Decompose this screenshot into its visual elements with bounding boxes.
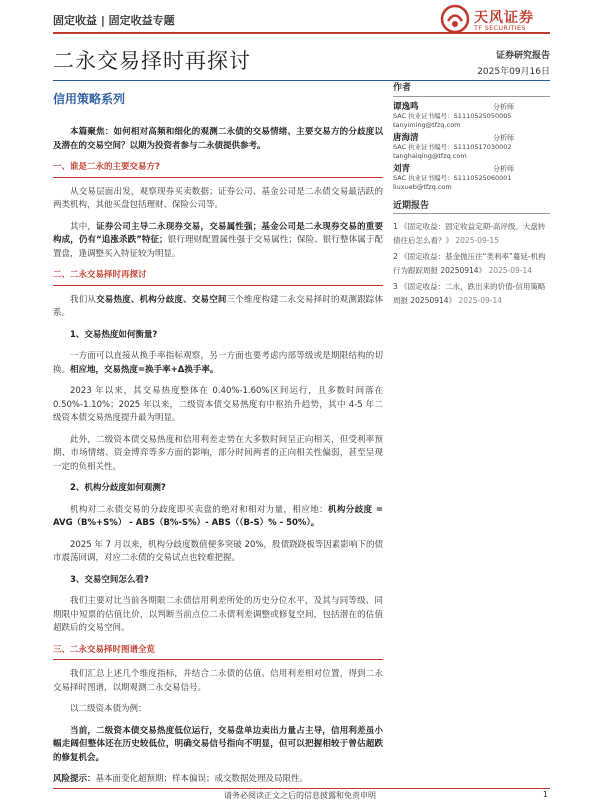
- author-email[interactable]: liuxueb@tfzq.com: [393, 183, 452, 191]
- text-run: 机构对二永债交易的分歧度即买卖盘的绝对和相对力量，相应地：: [70, 504, 329, 515]
- body-paragraph: 我们主要对比当前各期限二永债信用利差所处的历史分位水平，及其与同等级、同期限中短票的估值比价，以判断当前点位二永债利差调整或修复空间，包括潜在的估值超跌后的交易空间。: [53, 596, 383, 633]
- text-bold: 机构分歧度 = AVG（B%+S%） - ABS（B%-S%）- ABS（（B-S）% - 50%）。: [53, 504, 383, 528]
- author-card: [393, 165, 550, 192]
- logo-name: 天风证券: [474, 10, 534, 26]
- company-logo: [440, 4, 550, 34]
- text-run: 三个维度构建二永交易择时的观测跟踪体系。: [53, 294, 383, 318]
- summary-text: 如何相对高频和细化的观测二永债的交易情绪、主要交易方的分歧度以及潜在的交易空间？以期为投资者参与二永债提供参考。: [53, 127, 383, 151]
- report-date: 2025年09月16日: [477, 67, 550, 77]
- author-name: 谭逸鸣: [393, 102, 419, 112]
- recent-report-title[interactable]: 1 《固定收益：固定收益定期-高评级、大盘转债往后怎么看？》: [393, 222, 546, 245]
- header-divider: [53, 32, 550, 34]
- author-role: 分析师: [493, 134, 514, 142]
- recent-report-date: 2025-09-15: [455, 236, 499, 245]
- text-bold: 相应地，交易热度=换手率+Δ换手率。: [70, 364, 219, 375]
- footer-divider: [53, 788, 550, 789]
- section-underline: [53, 659, 383, 660]
- sidebar: [393, 80, 550, 310]
- sidebar-divider: [393, 96, 550, 97]
- series-label: 信用策略系列: [53, 92, 126, 106]
- section-underline: [53, 285, 383, 286]
- body-paragraph: 以二级资本债为例：: [70, 704, 147, 714]
- subsection-heading: 1、交易热度如何衡量?: [70, 329, 158, 340]
- section-heading: 一、谁是二永的主要交易方?: [53, 162, 160, 172]
- text-bold: 交易热度、机构分歧度、交易空间: [96, 294, 227, 305]
- body-paragraph: 2023 年以来，其交易热度整体在 0.40%-1.60%区间运行，且多数时间落在 0.50%-1.10%；2025 年以来，二级资本债交易热度有中枢抬升趋势，其中 4-5 年二级资本债交易热度提升最为明显。: [53, 386, 383, 423]
- author-sac: SAC 执业证书编号：S1110517030002: [393, 143, 512, 151]
- body-paragraph: [53, 725, 383, 766]
- recent-report-date: 2025-09-14: [488, 266, 533, 275]
- author-card: [393, 103, 550, 130]
- text-bold: 当前，二级资本债交易热度低位运行，交易盘单边卖出力量占主导，信用利差虽小幅走阔但整体还在历史较低位，明确交易信号指向不明显，但可以把握相较于曾估超跌的修复机会。: [53, 725, 383, 763]
- risk-lead: 风险提示：: [53, 774, 96, 784]
- recent-report-link[interactable]: [393, 250, 550, 278]
- risk-paragraph: [53, 773, 383, 787]
- body-paragraph: 我们汇总上述几个维度指标，并结合二永债的估值、信用利差相对位置，得到二永交易择时图谱，以期观测二永交易信号。: [53, 669, 383, 693]
- recent-report-title[interactable]: 2 《固定收益：基金抛压往“类利率”蔓延-机构行为跟踪周报 20250914》: [393, 252, 546, 275]
- body-paragraph: [53, 221, 383, 262]
- page-title: 二永交易择时再探讨: [53, 49, 251, 73]
- body-paragraph: [53, 504, 383, 531]
- sidebar-divider: [393, 213, 550, 214]
- text-run: 我们从: [70, 294, 97, 305]
- text-run: 一方面可以直接从换手率指标观察，另一方面也要考虑内部等级或是期限结构的切换。: [53, 351, 383, 375]
- subsection-heading: 2、机构分歧度如何观测?: [70, 483, 166, 493]
- recent-report-date: 2025-09-14: [458, 296, 503, 305]
- report-type: 证券研究报告: [495, 51, 550, 61]
- authors-label: 作者: [393, 83, 412, 93]
- body-paragraph: 此外，二级资本债交易热度和信用利差走势在大多数时间呈正向相关，但受利率预期、市场情绪、资金博弈等多方面的影响，部分时间两者的正向相关性偏弱，甚至呈现一定的负相关性。: [53, 434, 383, 472]
- text-run: 银行理财配置属性强于交易属性；保险、银行整体属于配置盘，逢调整买入特征较为明显。: [53, 235, 383, 259]
- author-card: [393, 134, 550, 161]
- author-role: 分析师: [493, 103, 514, 111]
- recent-report-link[interactable]: [393, 280, 550, 308]
- author-email[interactable]: tanyiming@tfzq.com: [393, 121, 461, 129]
- section-heading: 二、二永交易择时再探讨: [53, 270, 147, 280]
- recent-report-link[interactable]: [393, 220, 550, 248]
- summary-lead: 本篇聚焦：: [70, 127, 114, 137]
- author-email[interactable]: tanghaiqing@tfzq.com: [393, 152, 467, 160]
- page-number: 1: [542, 790, 548, 799]
- risk-text: 基本面变化超预期；样本偏误；成交数据处理及局限性。: [95, 774, 309, 784]
- text-run: 其中，: [70, 221, 97, 232]
- subsection-heading: 3、交易空间怎么看?: [70, 574, 149, 585]
- section-heading: 三、二永交易择时图谱全览: [53, 644, 156, 655]
- author-name: 刘青: [393, 164, 411, 174]
- body-paragraph: [53, 350, 383, 377]
- logo-mark-icon: [440, 4, 470, 34]
- body-paragraph: 从交易层面出发，观察现券买卖数据；证券公司、基金公司是二永债交易最活跃的两类机构，其他买盘包括理财、保险公司等。: [53, 186, 383, 210]
- recent-reports-label: 近期报告: [393, 201, 430, 211]
- footer-disclaimer: 请务必阅读正文之后的信息披露和免责申明: [224, 791, 376, 800]
- main-body: [53, 126, 383, 795]
- author-sac: SAC 执业证书编号：S1110525060001: [393, 174, 512, 182]
- author-role: 分析师: [493, 165, 514, 173]
- recent-report-title[interactable]: 3 《固定收益：二永，跌出来的价值-信用策略周报 20250914》: [393, 282, 546, 305]
- header-category: 固定收益 | 固定收益专题: [53, 14, 175, 27]
- author-sac: SAC 执业证书编号：S1110525050005: [393, 112, 512, 120]
- body-paragraph: [53, 294, 383, 321]
- summary-paragraph: [53, 126, 383, 153]
- text-bold: 证券公司主导二永现券交易，交易属性强；基金公司是二永现券交易的重要构成，仍有“追涨杀跌”特征；: [53, 221, 383, 245]
- section-underline: [53, 177, 383, 178]
- body-paragraph: 2025 年 7 月以来，机构分歧度数值便多突破 20%，股债跷跷板等因素影响下的债市震荡回调，对应二永债的交易试点也较难把握。: [53, 539, 383, 563]
- author-name: 唐海清: [393, 133, 419, 143]
- logo-english: TF SECURITIES: [474, 24, 526, 32]
